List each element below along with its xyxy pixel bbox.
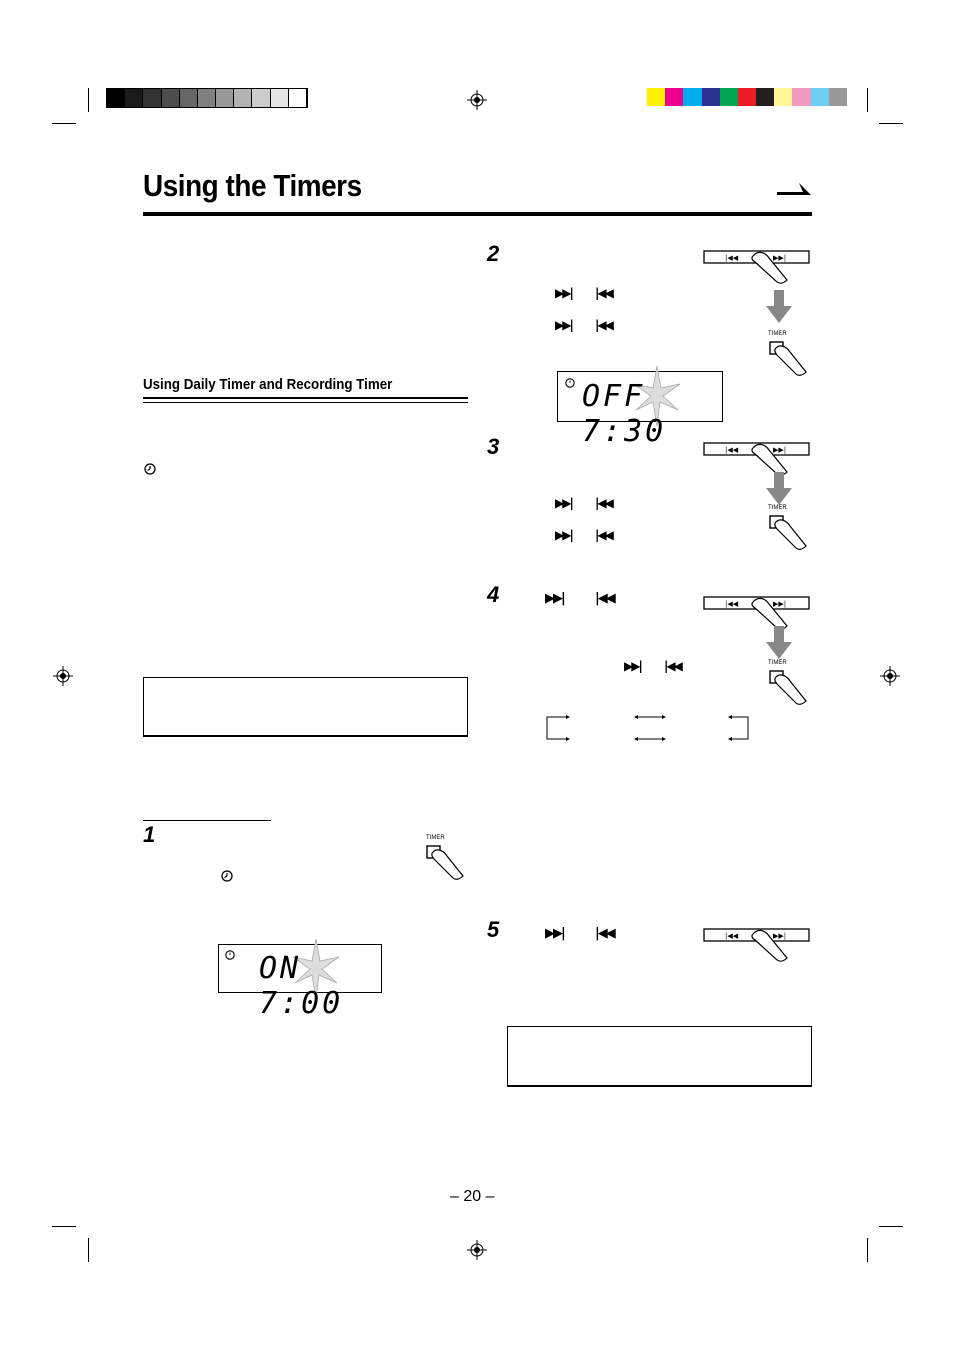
svg-text:▶▶|: ▶▶| bbox=[773, 446, 787, 454]
section-rule bbox=[143, 397, 468, 399]
calibration-swatch bbox=[774, 88, 792, 106]
note-box bbox=[143, 677, 468, 737]
lcd-readout: OFF 7:30 bbox=[582, 379, 667, 449]
color-calibration-bar bbox=[647, 88, 847, 106]
clock-icon bbox=[225, 950, 235, 960]
calibration-swatch bbox=[216, 89, 234, 107]
cycle-diagram bbox=[544, 712, 754, 744]
clock-icon bbox=[565, 378, 575, 388]
next-button-symbol: ▶▶| bbox=[624, 659, 641, 673]
lcd-display bbox=[218, 944, 382, 1021]
calibration-swatch bbox=[125, 89, 143, 107]
registration-mark-icon bbox=[53, 666, 73, 686]
crop-mark bbox=[52, 123, 76, 124]
calibration-swatch bbox=[234, 89, 252, 107]
step-number: 2 bbox=[487, 241, 500, 266]
calibration-swatch bbox=[143, 89, 161, 107]
calibration-swatch bbox=[252, 89, 270, 107]
next-button-symbol: ▶▶| bbox=[545, 591, 564, 606]
prev-button-symbol: |◀◀ bbox=[595, 286, 612, 300]
lcd-readout: ON 7:00 bbox=[259, 951, 344, 1021]
next-button-symbol: ▶▶| bbox=[545, 926, 564, 941]
prev-button-symbol: |◀◀ bbox=[595, 926, 614, 941]
step-number: 5 bbox=[487, 917, 500, 942]
next-button-symbol: ▶▶| bbox=[555, 496, 572, 510]
prev-button-symbol: |◀◀ bbox=[664, 659, 681, 673]
page-number: – 20 – bbox=[450, 1188, 495, 1205]
skip-buttons-press-icon bbox=[703, 590, 811, 630]
prev-button-symbol: |◀◀ bbox=[595, 496, 612, 510]
registration-mark-icon bbox=[467, 1240, 487, 1260]
page-title: Using the Timers bbox=[143, 168, 362, 203]
timer-button-label: TIMER bbox=[768, 331, 787, 337]
svg-text:|◀◀: |◀◀ bbox=[725, 254, 739, 262]
step-number: 1 bbox=[143, 822, 156, 847]
calibration-swatch bbox=[720, 88, 738, 106]
calibration-swatch bbox=[683, 88, 701, 106]
down-arrow-icon bbox=[765, 290, 793, 324]
skip-buttons-press-icon bbox=[703, 244, 811, 284]
calibration-swatch bbox=[198, 89, 216, 107]
crop-mark bbox=[867, 1238, 868, 1262]
calibration-swatch bbox=[738, 88, 756, 106]
svg-text:▶▶|: ▶▶| bbox=[773, 254, 787, 262]
registration-mark-icon bbox=[467, 90, 487, 110]
calibration-swatch bbox=[665, 88, 683, 106]
note-box bbox=[507, 1026, 812, 1087]
calibration-swatch bbox=[180, 89, 198, 107]
down-arrow-icon bbox=[765, 472, 793, 506]
crop-mark bbox=[867, 88, 868, 112]
step-number: 4 bbox=[487, 582, 500, 607]
calibration-swatch bbox=[289, 89, 307, 107]
skip-buttons-press-icon bbox=[703, 436, 811, 476]
calibration-swatch bbox=[647, 88, 665, 106]
svg-text:▶▶|: ▶▶| bbox=[773, 932, 787, 940]
skip-buttons-press-icon bbox=[703, 922, 811, 962]
calibration-swatch bbox=[702, 88, 720, 106]
svg-text:|◀◀: |◀◀ bbox=[725, 600, 739, 608]
timer-button-press-icon bbox=[768, 512, 810, 552]
timer-button-label: TIMER bbox=[768, 660, 787, 666]
section-heading: Using Daily Timer and Recording Timer bbox=[143, 377, 393, 393]
svg-text:|◀◀: |◀◀ bbox=[725, 932, 739, 940]
calibration-swatch bbox=[756, 88, 774, 106]
svg-text:▶▶|: ▶▶| bbox=[773, 600, 787, 608]
crop-mark bbox=[879, 123, 903, 124]
next-button-symbol: ▶▶| bbox=[555, 318, 572, 332]
prev-button-symbol: |◀◀ bbox=[595, 318, 612, 332]
timer-button-press-icon bbox=[768, 667, 810, 707]
calibration-swatch bbox=[162, 89, 180, 107]
procedure-rule bbox=[143, 820, 271, 821]
calibration-swatch bbox=[107, 89, 125, 107]
timer-button-label: TIMER bbox=[768, 505, 787, 511]
section-rule bbox=[143, 402, 468, 403]
crop-mark bbox=[88, 88, 89, 112]
calibration-swatch bbox=[829, 88, 847, 106]
svg-text:|◀◀: |◀◀ bbox=[725, 446, 739, 454]
timer-button-press-icon bbox=[425, 842, 467, 882]
calibration-swatch bbox=[271, 89, 289, 107]
clock-icon bbox=[144, 463, 156, 475]
next-button-symbol: ▶▶| bbox=[555, 528, 572, 542]
crop-mark bbox=[879, 1226, 903, 1227]
title-rule bbox=[143, 212, 812, 216]
lcd-display bbox=[557, 371, 723, 449]
calibration-swatch bbox=[792, 88, 810, 106]
prev-button-symbol: |◀◀ bbox=[595, 528, 612, 542]
down-arrow-icon bbox=[765, 626, 793, 660]
crop-mark bbox=[88, 1238, 89, 1262]
timer-button-label: TIMER bbox=[426, 835, 445, 841]
arrow-right-icon bbox=[777, 180, 811, 200]
calibration-swatch bbox=[811, 88, 829, 106]
clock-icon bbox=[221, 870, 233, 882]
registration-mark-icon bbox=[880, 666, 900, 686]
timer-button-press-icon bbox=[768, 338, 810, 378]
grayscale-calibration-bar bbox=[106, 88, 308, 108]
prev-button-symbol: |◀◀ bbox=[595, 591, 614, 606]
crop-mark bbox=[52, 1226, 76, 1227]
step-number: 3 bbox=[487, 434, 500, 459]
next-button-symbol: ▶▶| bbox=[555, 286, 572, 300]
